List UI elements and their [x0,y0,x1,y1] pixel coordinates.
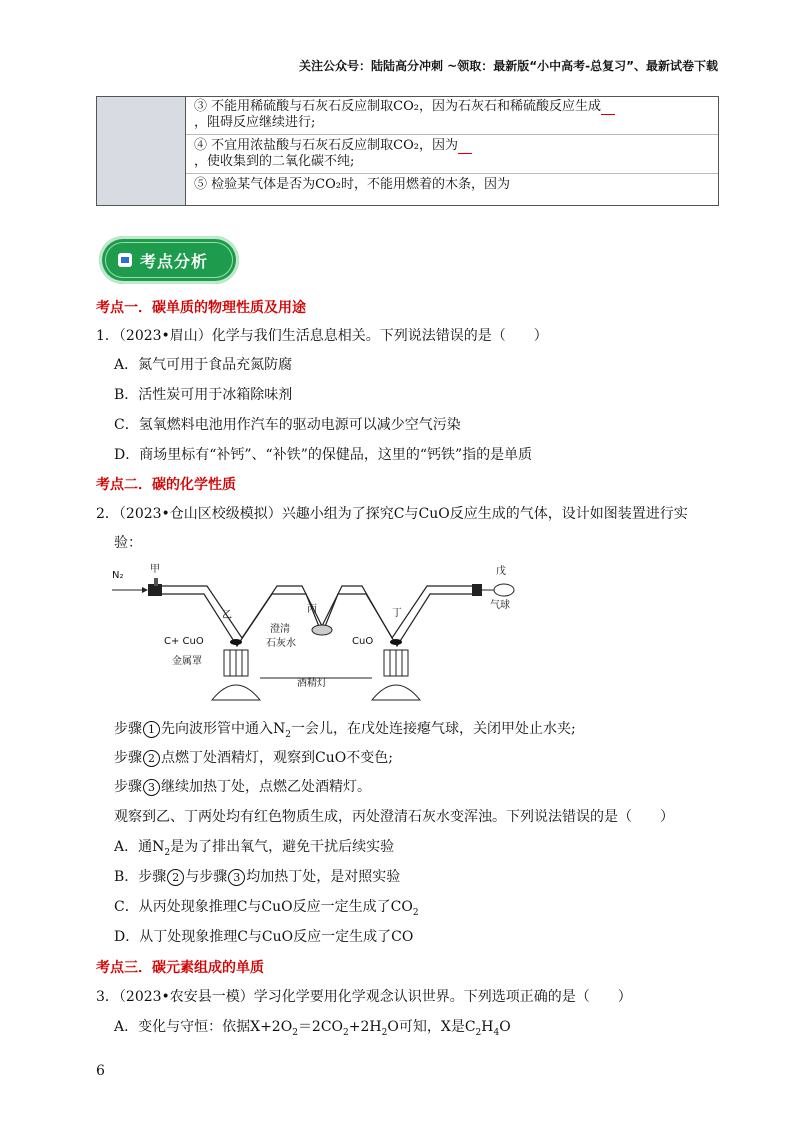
table-line-4b: ，使收集到的二氧化碳不纯; [194,154,355,169]
review-table [96,96,719,206]
table-line-3b: ，阻碍反应继续进行; [194,115,316,130]
wave-tube-inner [162,594,472,646]
step-1: 步骤 1 先向波形管中通入$N_2$一会儿，在戊处连接瘪气球，关闭甲处止水夹; [114,721,576,740]
question-1-option-b: B．活性炭可用于冰箱除味剂 [114,387,293,403]
alcohol-lamp-right [372,650,420,700]
question-2-option-a: A．通$N_2$是为了排出氧气，避免干扰后续实验 [114,839,395,858]
section-heading-2: 考点二．碳的化学性质 [96,477,236,493]
table-content-cell [186,97,718,205]
question-2-option-b: B．步骤 2 与步骤 3 均加热丁处，是对照实验 [114,869,401,885]
label-metal-cover: 金属罩 [172,656,202,667]
question-3-stem: 3．（2023•农安县一模）学习化学要用化学观念认识世界。下列选项正确的是（ ） [96,989,632,1005]
label-bing: 丙 [307,604,317,615]
label-jia: 甲 [150,564,160,575]
page-number: 6 [96,1063,105,1079]
alcohol-lamp-left [212,650,260,700]
question-2-option-c: C．从丙处现象推理C与CuO反应一定生成了$CO_2$ [114,899,419,918]
label-n2: N₂ [112,570,124,581]
question-1-option-d: D．商场里标有“补钙”、“补铁”的保健品，这里的“钙铁”指的是单质 [114,447,533,463]
sample-cuo [390,639,402,645]
notebook-icon [118,253,132,267]
table-label-cell [97,97,186,205]
experiment-apparatus [112,560,532,702]
step-3: 步骤 3 继续加热丁处，点燃乙处酒精灯。 [114,779,371,795]
table-line-3: ③ 不能用稀硫酸与石灰石反应制取CO₂，因为石灰石和稀硫酸反应生成 [194,99,710,115]
question-1-option-c: C．氢氧燃料电池用作汽车的驱动电源可以减少空气污染 [114,417,461,433]
answer-blank [458,141,472,154]
label-cuo: CuO [352,636,374,647]
label-balloon: 气球 [490,600,510,611]
step-2: 步骤 2 点燃丁处酒精灯，观察到CuO不变色; [114,750,393,766]
label-ding: 丁 [392,608,402,619]
question-1-stem: 1．（2023•眉山）化学与我们生活息息相关。下列说法错误的是（ ） [96,328,548,344]
label-c-cuo: C+ CuO [164,636,204,647]
badge-title: 考点分析 [140,251,209,271]
label-wu: 戊 [496,566,506,577]
question-3-option-a: A．变化与守恒：依据$X+2O_2=2CO_2+2H_2O$可知，X是$C_2H_4O$ [114,1019,511,1038]
section-heading-1: 考点一．碳单质的物理性质及用途 [96,300,306,316]
question-2-stem: 2．（2023•仓山区校级模拟）兴趣小组为了探究C与CuO反应生成的气体，设计如图装置进行实 [96,506,688,522]
question-1-option-a: A．氮气可用于食品充氮防腐 [114,357,293,373]
balloon [494,584,514,596]
question-2-stem-cont: 验： [114,535,142,551]
label-limewater-2: 石灰水 [266,638,296,649]
label-lamp: 酒精灯 [297,678,327,689]
header-note: 关注公众号：陆陆高分冲刺 ~领取：最新版“小中高考-总复习”、最新试卷下载 [299,59,718,73]
answer-blank [601,102,615,115]
label-limewater-1: 澄清 [270,624,290,635]
table-line-5: ⑤ 检验某气体是否为CO₂时，不能用燃着的木条，因为 [194,177,510,192]
question-2-option-d: D．从丁处现象推理C与CuO反应一定生成了CO [114,929,414,945]
limewater-liquid [312,625,332,635]
table-line-4: ④ 不宜用浓盐酸与石灰石反应制取CO₂，因为 [194,138,710,154]
outlet-stopper [472,584,482,596]
sample-c-cuo [230,639,242,645]
observation: 观察到乙、丁两处均有红色物质生成，丙处澄清石灰水变浑浊。下列说法错误的是（ ） [114,809,674,825]
label-yi: 乙 [222,610,232,621]
section-heading-3: 考点三．碳元素组成的单质 [96,960,264,976]
section-badge [99,236,239,284]
